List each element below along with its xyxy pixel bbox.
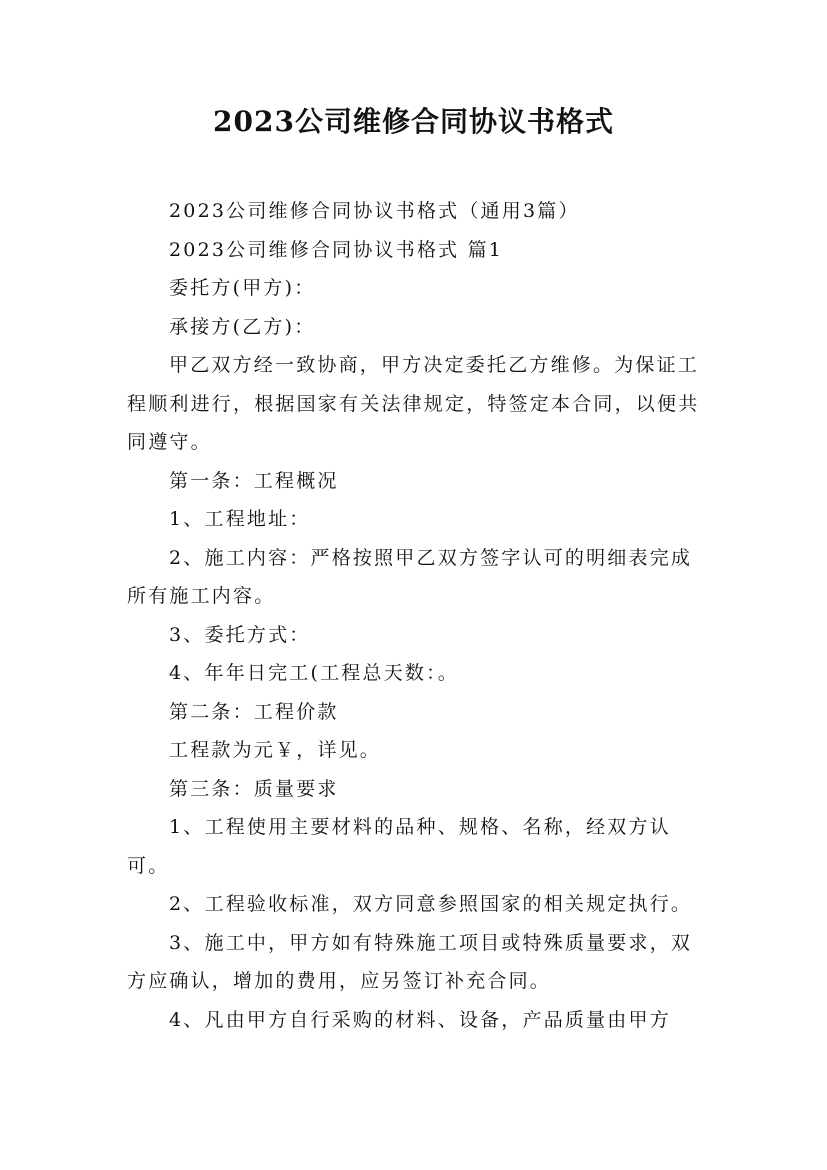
paragraph-item: 2、施工内容：严格按照甲乙双方签字认可的明细表完成所有施工内容。 [127,546,693,607]
paragraph-party-b: 承接方(乙方)： [169,315,316,338]
paragraph-item: 3、委托方式： [169,623,311,646]
paragraph-article-2: 第二条：工程价款 [169,700,339,723]
paragraph-item: 4、凡由甲方自行采购的材料、设备，产品质量由甲方 [169,1008,671,1031]
paragraph-item: 1、工程地址： [169,508,311,530]
paragraph-subtitle: 2023公司维修合同协议书格式（通用3篇） [169,200,580,222]
document-body [127,192,707,1039]
paragraph-item: 3、施工中，甲方如有特殊施工项目或特殊质量要求，双方应确认，增加的费用，应另签订补充合同。 [127,931,693,992]
paragraph-article-3: 第三条：质量要求 [169,777,339,800]
paragraph-preamble: 甲乙双方经一致协商，甲方决定委托乙方维修。为保证工程顺利进行，根据国家有关法律规定，特签定本合同，以便共同遵守。 [127,354,700,453]
paragraph-article-1: 第一条：工程概况 [169,469,339,492]
paragraph-item: 1、工程使用主要材料的品种、规格、名称，经双方认可。 [127,816,671,877]
paragraph-part-heading: 2023公司维修合同协议书格式 篇1 [169,238,504,261]
paragraph-item: 2、工程验收标准，双方同意参照国家的相关规定执行。 [169,893,693,915]
paragraph-item: 工程款为元￥，详见。 [169,739,382,761]
document-title: 2023公司维修合同协议书格式 [213,105,614,138]
paragraph-item: 4、年年日完工(工程总天数：。 [169,662,460,684]
paragraph-party-a: 委托方(甲方)： [169,277,316,299]
